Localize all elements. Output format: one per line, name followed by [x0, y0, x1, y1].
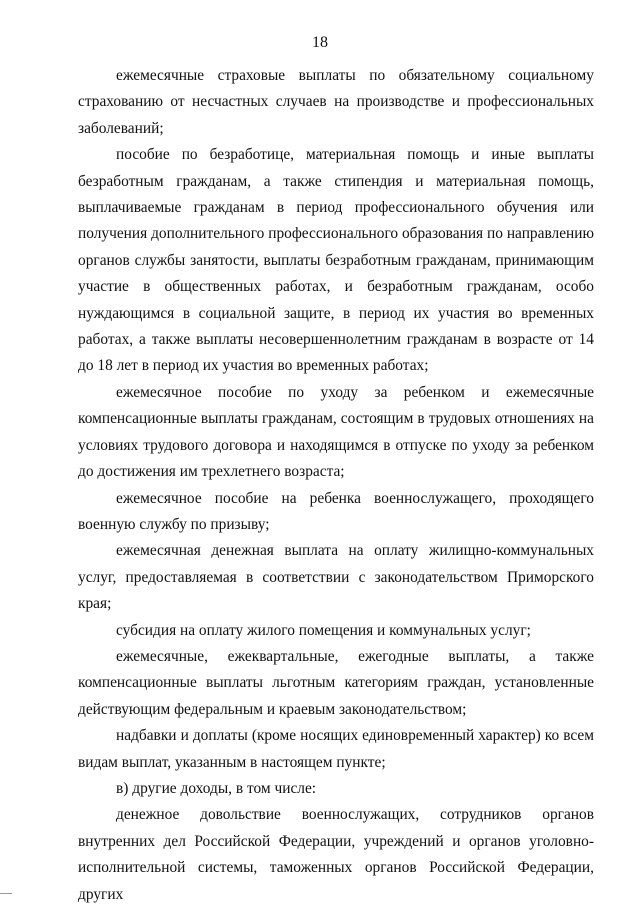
- paragraph-supplements: надбавки и доплаты (кроме носящих единовременный характер) ко всем видам выплат, указанным в настоящем пункте;: [78, 727, 594, 771]
- paragraph-compensation-payments: ежемесячные, ежеквартальные, ежегодные выплаты, а также компенсационные выплаты льготным категориям граждан, установленные действующим федеральным и краевым законодательством;: [78, 647, 594, 718]
- paragraph-childcare-allowance: ежемесячное пособие по уходу за ребенком и ежемесячные компенсационные выплаты гражданам, состоящим в трудовых отношениях на условиях трудового договора и находящимся в отпуске по уходу за ребенком до достижения им трехлетнего возраста;: [78, 383, 594, 481]
- paragraph-housing-payment: ежемесячная денежная выплата на оплату жилищно-коммунальных услуг, предоставляемая в соответствии с законодательством Приморского края;: [78, 542, 594, 613]
- paragraph-conscript-child-allowance: ежемесячное пособие на ребенка военнослужащего, проходящего военную службу по призыву;: [78, 489, 594, 533]
- page-number: 18: [312, 34, 328, 51]
- paragraph-housing-subsidy: субсидия на оплату жилого помещения и коммунальных услуг;: [116, 621, 531, 639]
- scan-edge-mark: [0, 893, 12, 894]
- paragraph-other-income-heading: в) другие доходы, в том числе:: [116, 779, 317, 797]
- paragraph-insurance-payments: ежемесячные страховые выплаты по обязательному социальному страхованию от несчастных случаев на производстве и профессиональных заболеваний;: [78, 67, 594, 137]
- document-body: [78, 63, 594, 908]
- paragraph-military-allowance: денежное довольствие военнослужащих, сотрудников органов внутренних дел Российской Федерации, учреждений и органов уголовно-исполнительной системы, таможенных органов Российской Федерации, других: [78, 806, 594, 903]
- paragraph-unemployment-benefits: пособие по безработице, материальная помощь и иные выплаты безработным гражданам, а также стипендия и материальная помощь, выплачиваемые гражданам в период профессионального обучения или получения дополнительного профессионального образования по направлению органов службы занятости, выплаты безработным гражданам, принимающим участие в общественных работах, и безработным гражданам, особо нуждающимся в социальной защите, в период их участия во временных работах, а также выплаты несовершеннолетним гражданам в возрасте от 14 до 18 лет в период их участия во временных работах;: [78, 146, 594, 375]
